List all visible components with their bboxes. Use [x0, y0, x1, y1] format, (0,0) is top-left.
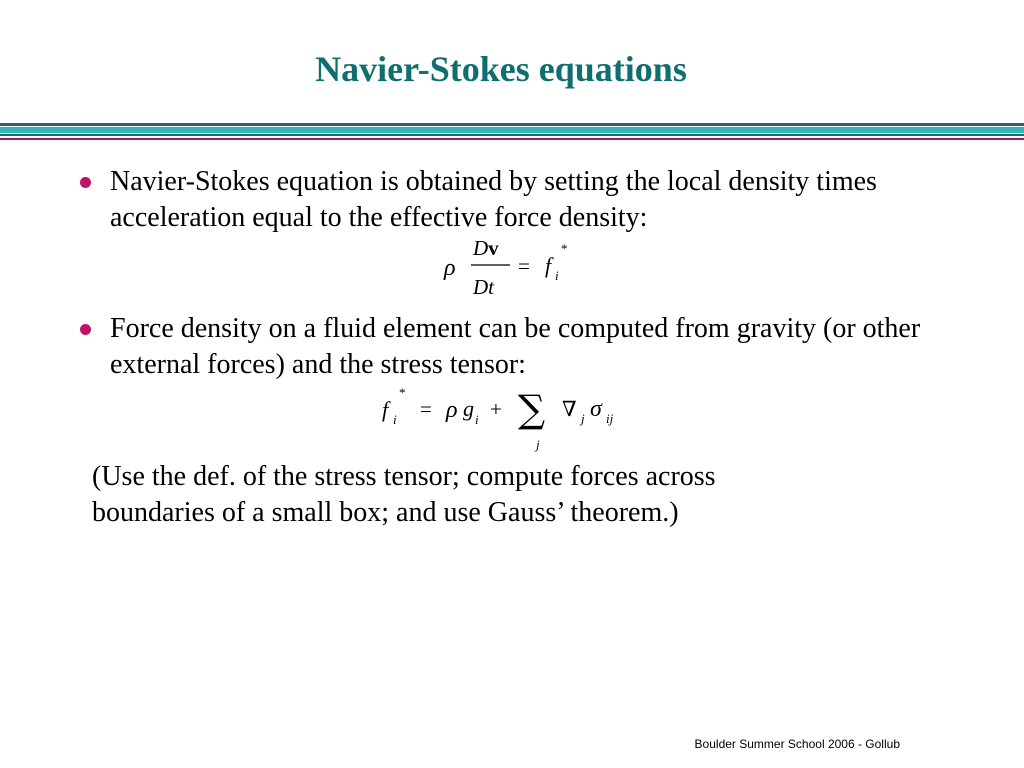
eq2-sum: ∑ [518, 387, 546, 431]
bullet-item [80, 164, 1000, 236]
equation-momentum [440, 232, 580, 302]
bullet-dot-icon [80, 324, 91, 335]
svg-text:Dv [472, 236, 499, 260]
title-rule-light [0, 127, 1024, 133]
eq2-nabla: ∇ [562, 397, 577, 421]
equation-force-density [378, 385, 638, 460]
eq2-nabla-sub: j [581, 411, 585, 426]
note-text: (Use the def. of the stress tensor; compute forces across boundaries of a small box; and use Gauss’ theorem.) [92, 461, 716, 528]
bullet-dot-icon [80, 177, 91, 188]
footer-text: Boulder Summer School 2006 - Gollub [694, 737, 900, 751]
slide-title: Navier-Stokes equations [315, 49, 687, 89]
eq2-sub-i2: i [475, 412, 479, 427]
eq2-sigma: σ [590, 396, 602, 422]
title-rule-magenta [0, 138, 1024, 140]
eq2-f: f [382, 397, 389, 422]
bullet-text: Force density on a fluid element can be computed from gravity (or other external forces) and the stress tensor: [110, 313, 921, 380]
eq2-rho: ρ [446, 397, 458, 423]
eq1-rho: ρ [444, 255, 456, 281]
eq2-sub-i: i [393, 412, 397, 427]
eq2-plus: + [490, 397, 502, 421]
eq1-star: * [561, 241, 568, 256]
eq2-star: * [399, 385, 406, 400]
eq2-sigma-sub: ij [606, 411, 614, 426]
title-rule-dark-lower [0, 134, 1024, 136]
bullet-text: Navier-Stokes equation is obtained by setting the local density times acceleration equal to the effective force density: [110, 166, 877, 233]
eq1-f: f [545, 253, 552, 278]
eq1-denominator: Dt [473, 275, 494, 299]
title-rule-dark [0, 123, 1024, 126]
bullet-item [80, 311, 1000, 383]
eq1-equals: = [518, 254, 530, 278]
eq2-g: g [463, 396, 474, 421]
eq2-equals: = [420, 397, 432, 421]
eq1-sub-i: i [555, 268, 559, 283]
eq2-sum-index: j [536, 437, 540, 452]
eq1-numerator-v: v [488, 236, 499, 260]
eq1-numerator-d: D [473, 236, 489, 260]
